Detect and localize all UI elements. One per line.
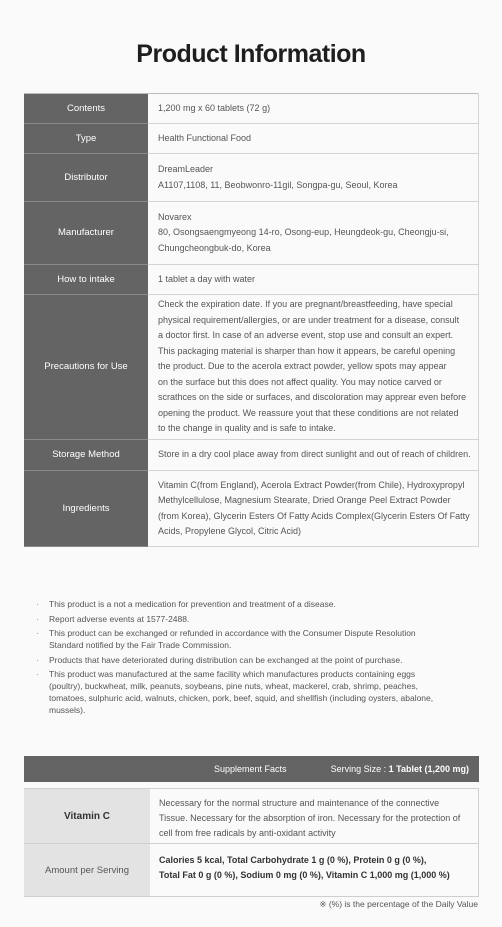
info-row-value-line: DreamLeader <box>158 164 214 174</box>
info-row-label: Manufacturer <box>24 202 148 265</box>
bullet-icon: · <box>36 628 39 638</box>
note-item <box>36 668 476 716</box>
supplement-line: Calories 5 kcal, Total Carbohydrate 1 g (0 %), Protein 0 g (0 %), <box>159 855 427 865</box>
info-row-value <box>148 124 479 154</box>
info-row-value <box>148 94 479 124</box>
product-info-table <box>24 93 479 547</box>
note-line: mussels). <box>49 705 86 715</box>
note-item <box>36 627 476 651</box>
info-row-value-line: opening the product. We reassure yout that these conditions are not related <box>158 407 459 418</box>
serving-size-value: 1 Tablet (1,200 mg) <box>388 764 469 774</box>
amount-per-serving-label: Amount per Serving <box>24 844 150 896</box>
notes-list <box>36 598 476 719</box>
info-row-value-line: physical requirement/allergies, or are under treatment for a disease, consult <box>158 314 460 325</box>
info-row-value-line: Novarex <box>158 211 192 222</box>
info-row-value-line: 1 tablet a day with water <box>158 273 256 284</box>
serving-size <box>331 764 469 774</box>
info-row-value <box>148 265 479 295</box>
info-row-value-line: Health Functional Food <box>158 132 252 143</box>
info-row-value-line: (from Korea), Glycerin Esters Of Fatty Acids Complex(Glycerin Esters Of Fatty <box>158 510 470 521</box>
info-row-value-line: Vitamin C(from England), Acerola Extract Powder(from Chile), Hydroxypropyl <box>158 479 465 490</box>
info-row-value-line: a doctor first. In case of an adverse event, stop use and consult an expert. <box>158 330 454 341</box>
note-line: Report adverse events at 1577-2488. <box>49 613 190 624</box>
vitamin-c-description <box>150 789 479 843</box>
info-row-value-line: to the change in quality and is safe to intake. <box>158 423 336 434</box>
info-row-value <box>148 202 479 265</box>
info-row-value-line: Check the expiration date. If you are pregnant/breastfeeding, have special <box>158 299 453 310</box>
info-row-value-line: Chungcheongbuk-do, Korea <box>158 242 271 253</box>
info-row-label: Storage Method <box>24 440 148 471</box>
info-row-label: Ingredients <box>24 471 148 547</box>
note-line: This product was manufactured at the same facility which manufactures products containing eggs <box>49 669 416 679</box>
supplement-line: Necessary for the normal structure and maintenance of the connective <box>159 798 440 808</box>
info-row <box>24 265 479 295</box>
info-row-value-line: on the surface but this does not affect quality. You may notice carved or <box>158 376 442 387</box>
info-row <box>24 295 479 440</box>
info-row-value-line: Store in a dry cool place away from direct sunlight and out of reach of children. <box>158 449 471 460</box>
bullet-icon: · <box>36 613 39 624</box>
bullet-icon: · <box>36 669 39 679</box>
supplement-line: Tissue. Necessary for the absorption of iron. Necessary for the protection of <box>159 813 461 823</box>
bullet-icon: · <box>36 654 39 665</box>
serving-size-label: Serving Size : <box>330 764 389 774</box>
amount-per-serving-values <box>150 844 479 896</box>
vitamin-c-label: Vitamin C <box>24 789 150 843</box>
info-row-value-line: 1,200 mg x 60 tablets (72 g) <box>158 102 271 113</box>
info-row-label: Type <box>24 124 148 154</box>
info-row-value-line: Acids, Propylene Glycol, Citric Acid) <box>158 526 302 536</box>
info-row-value <box>148 154 479 202</box>
page-title: Product Information <box>136 40 366 68</box>
note-line: Products that have deteriorated during distribution can be exchanged at the point of purchase. <box>49 654 403 665</box>
supplement-facts-table <box>24 756 479 897</box>
note-line: (poultry), buckwheat, milk, peanuts, soybeans, pine nuts, wheat, mackerel, crab, shrimp, peaches, <box>49 681 418 691</box>
info-row <box>24 440 479 471</box>
info-row-value <box>148 471 479 547</box>
info-row-label: Precautions for Use <box>24 295 148 440</box>
note-line: Standard notified by the Fair Trade Commission. <box>49 640 232 650</box>
info-row-value-line: 80, Osongsaengmyeong 14-ro, Osong-eup, Heungdeok-gu, Cheongju-si, <box>158 227 449 238</box>
info-row-label: Contents <box>24 94 148 124</box>
note-item <box>36 613 476 625</box>
supplement-line: Total Fat 0 g (0 %), Sodium 0 mg (0 %), Vitamin C 1,000 mg (1,000 %) <box>159 870 450 880</box>
note-line: This product is a not a medication for prevention and treatment of a disease. <box>49 599 336 609</box>
info-row <box>24 154 479 202</box>
info-row-label: How to intake <box>24 265 148 295</box>
info-row <box>24 471 479 547</box>
info-row-value <box>148 440 479 471</box>
supplement-facts-header <box>24 756 479 782</box>
info-row-label: Distributor <box>24 154 148 202</box>
bullet-icon: · <box>36 599 39 609</box>
note-item <box>36 598 476 610</box>
info-row <box>24 94 479 124</box>
info-row-value-line: scrathces on the side or surfaces, and discoloration may apprear even before <box>158 392 467 403</box>
vitamin-c-row <box>24 788 479 844</box>
daily-value-footnote: ※ (%) is the percentage of the Daily Value <box>319 899 478 909</box>
info-row-value-line: A1107,1108, 11, Beobwonro-11gil, Songpa-gu, Seoul, Korea <box>158 179 398 190</box>
info-row-value <box>148 295 479 440</box>
amount-per-serving-row <box>24 844 479 897</box>
note-item <box>36 654 476 666</box>
info-row <box>24 202 479 265</box>
note-line: tomatoes, sulphuric acid, walnuts, chicken, pork, beef, squid, and shellfish (including oysters, abalone, <box>49 693 434 703</box>
info-row <box>24 124 479 154</box>
info-row-value-line: This packaging material is sharper than how it appears, be careful opening <box>158 345 456 356</box>
note-line: This product can be exchanged or refunded in accordance with the Consumer Dispute Resolution <box>49 628 416 638</box>
info-row-value-line: the product. Due to the acerola extract powder, yellow spots may appear <box>158 361 447 372</box>
supplement-line: cell from free radicals by anti-oxidant activity <box>159 828 336 838</box>
info-row-value-line: Methylcellulose, Magnesium Stearate, Dried Orange Peel Extract Powder <box>158 495 451 505</box>
supplement-facts-label: Supplement Facts <box>214 764 287 774</box>
